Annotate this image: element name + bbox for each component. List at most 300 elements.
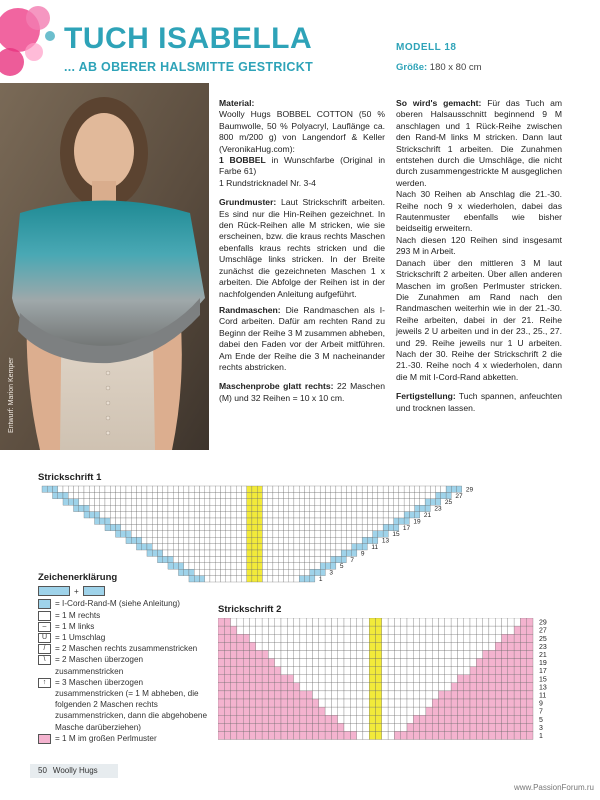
- chart2-cell: [306, 691, 312, 699]
- chart2-cell: [502, 634, 508, 642]
- chart1-cell: [205, 499, 210, 505]
- chart2-cell: [407, 731, 413, 739]
- chart1-cell: [299, 512, 304, 518]
- chart1-row-label: 15: [392, 531, 400, 539]
- chart1-cell: [147, 537, 152, 543]
- chart2-cell: [388, 626, 394, 634]
- chart1-cell: [352, 537, 357, 543]
- chart2-cell: [250, 707, 256, 715]
- chart2-cell: [527, 715, 533, 723]
- chart2-cell: [281, 626, 287, 634]
- chart1-cell: [268, 512, 273, 518]
- chart2-cell: [243, 675, 249, 683]
- chart2-cell: [275, 667, 281, 675]
- chart2-cell: [243, 659, 249, 667]
- fertig-text: Tuch spannen, anfeuchten und trocknen lassen.: [396, 391, 562, 413]
- chart1-cell: [142, 537, 147, 543]
- chart2-cell: [369, 699, 375, 707]
- chart2-cell: [382, 731, 388, 739]
- chart1-cell: [173, 556, 178, 562]
- chart2-cell: [281, 618, 287, 626]
- chart1-cell: [152, 512, 157, 518]
- chart1-cell: [257, 576, 262, 582]
- chart2-cell: [426, 675, 432, 683]
- chart2-cell: [413, 626, 419, 634]
- chart2-cell: [338, 650, 344, 658]
- chart1-cell: [226, 569, 231, 575]
- chart2-cell: [338, 659, 344, 667]
- chart2-cell: [350, 707, 356, 715]
- chart2-cell: [344, 723, 350, 731]
- chart1-cell: [404, 486, 409, 492]
- chart2-cell: [325, 642, 331, 650]
- chart2-cell: [445, 650, 451, 658]
- chart1-cell: [283, 505, 288, 511]
- chart2-cell: [268, 667, 274, 675]
- chart1-cell: [325, 537, 330, 543]
- chart1-cell: [299, 518, 304, 524]
- chart1-cell: [168, 486, 173, 492]
- chart2-cell: [306, 715, 312, 723]
- chart1-cell: [194, 518, 199, 524]
- chart1-cell: [231, 512, 236, 518]
- chart1-cell: [252, 550, 257, 556]
- chart2-cell: [287, 675, 293, 683]
- chart2-cell: [376, 707, 382, 715]
- chart1-cell: [310, 512, 315, 518]
- chart2-cell: [476, 731, 482, 739]
- chart2-cell: [237, 707, 243, 715]
- chart1-cell: [147, 499, 152, 505]
- chart2-cell: [483, 642, 489, 650]
- chart1-row-label: 13: [381, 537, 390, 545]
- chart2-cell: [457, 650, 463, 658]
- chart2-cell: [256, 642, 262, 650]
- chart1-cell: [205, 544, 210, 550]
- chart1-cell: [409, 512, 414, 518]
- chart2-cell: [300, 683, 306, 691]
- chart1-cell: [226, 492, 231, 498]
- chart2-cell: [470, 626, 476, 634]
- chart1-cell: [184, 550, 189, 556]
- chart2-cell: [401, 618, 407, 626]
- chart2-cell: [313, 707, 319, 715]
- chart1-cell: [362, 537, 367, 543]
- chart2-cell: [502, 723, 508, 731]
- chart1-cell: [262, 518, 267, 524]
- chart2-cell: [218, 618, 224, 626]
- chart1-cell: [257, 524, 262, 530]
- chart2-cell: [514, 659, 520, 667]
- chart1-cell: [273, 524, 278, 530]
- chart1-cell: [236, 492, 241, 498]
- chart2-cell: [514, 642, 520, 650]
- chart1-cell: [205, 512, 210, 518]
- chart1-cell: [205, 563, 210, 569]
- chart2-cell: [243, 731, 249, 739]
- chart2-cell: [502, 618, 508, 626]
- chart1-cell: [320, 537, 325, 543]
- chart2-cell: [350, 683, 356, 691]
- chart1-cell: [58, 486, 63, 492]
- chart1-cell: [226, 550, 231, 556]
- chart2-cell: [401, 642, 407, 650]
- chart2-cell: [256, 626, 262, 634]
- chart2-cell: [243, 699, 249, 707]
- chart1-cell: [310, 518, 315, 524]
- chart2-cell: [262, 723, 268, 731]
- chart1-cell: [346, 518, 351, 524]
- chart1-cell: [352, 486, 357, 492]
- chart2-cell: [470, 659, 476, 667]
- chart1-cell: [346, 492, 351, 498]
- chart2-cell: [520, 723, 526, 731]
- chart1-cell: [215, 563, 220, 569]
- chart2-cell: [376, 723, 382, 731]
- chart1-cell: [163, 492, 168, 498]
- legend-item: [38, 654, 213, 676]
- chart2-cell: [287, 634, 293, 642]
- chart2-cell: [224, 642, 230, 650]
- chart1-cell: [320, 524, 325, 530]
- chart2-cell: [268, 723, 274, 731]
- chart1-cell: [194, 537, 199, 543]
- chart1-cell: [331, 518, 336, 524]
- chart1-cell: [352, 544, 357, 550]
- chart2-cell: [268, 699, 274, 707]
- chart2-cell: [495, 675, 501, 683]
- chart1-cell: [346, 531, 351, 537]
- chart1-cell: [178, 499, 183, 505]
- chart2-cell: [331, 667, 337, 675]
- chart2-cell: [483, 675, 489, 683]
- chart2-cell: [382, 675, 388, 683]
- chart1-cell: [63, 499, 68, 505]
- chart1-cell: [131, 492, 136, 498]
- chart2-cell: [495, 659, 501, 667]
- chart2-cell: [527, 699, 533, 707]
- chart1-cell: [199, 492, 204, 498]
- chart1-cell: [304, 531, 309, 537]
- chart1-cell: [320, 556, 325, 562]
- chart2-cell: [319, 683, 325, 691]
- chart2-cell: [451, 618, 457, 626]
- chart1-cell: [142, 499, 147, 505]
- chart2-cell: [237, 667, 243, 675]
- chart1-cell: [147, 505, 152, 511]
- chart2-cell: [470, 642, 476, 650]
- chart2-cell: [432, 626, 438, 634]
- chart1-cell: [184, 505, 189, 511]
- chart2-cell: [350, 626, 356, 634]
- chart2-cell: [407, 715, 413, 723]
- chart1-cell: [110, 518, 115, 524]
- chart2-cell: [376, 691, 382, 699]
- chart1-cell: [262, 550, 267, 556]
- chart2-cell: [344, 731, 350, 739]
- chart1-cell: [157, 505, 162, 511]
- chart2-cell: [350, 650, 356, 658]
- chart2-cell: [527, 642, 533, 650]
- chart2-cell: [363, 618, 369, 626]
- chart2-cell: [294, 642, 300, 650]
- chart2-cell: [508, 731, 514, 739]
- chart1-cell: [189, 556, 194, 562]
- chart2-cell: [483, 731, 489, 739]
- chart2-cell: [306, 675, 312, 683]
- chart1-cell: [283, 537, 288, 543]
- chart1-cell: [247, 569, 252, 575]
- chart1-cell: [252, 576, 257, 582]
- chart1-cell: [226, 486, 231, 492]
- chart2-cell: [331, 626, 337, 634]
- chart2-cell: [357, 659, 363, 667]
- chart2-cell: [413, 634, 419, 642]
- chart1-row-label: 17: [402, 524, 411, 532]
- legend-title: Zeichenerklärung: [38, 572, 118, 583]
- chart1-cell: [231, 499, 236, 505]
- chart1-cell: [383, 518, 388, 524]
- chart1-cell: [178, 563, 183, 569]
- chart1-cell: [252, 537, 257, 543]
- chart2-cell: [401, 723, 407, 731]
- chart1-cell: [241, 544, 246, 550]
- chart1-cell: [399, 518, 404, 524]
- chart2-cell: [495, 642, 501, 650]
- chart2-cell: [470, 691, 476, 699]
- chart2-cell: [350, 715, 356, 723]
- chart2-cell: [268, 683, 274, 691]
- chart2-cell: [224, 731, 230, 739]
- chart1-cell: [178, 544, 183, 550]
- chart1-cell: [268, 550, 273, 556]
- chart2-cell: [527, 634, 533, 642]
- chart1-row-label: 23: [434, 505, 442, 513]
- chart2-cell: [231, 723, 237, 731]
- chart1-cell: [310, 569, 315, 575]
- chart1-cell: [189, 518, 194, 524]
- chart1-cell: [68, 486, 73, 492]
- chart1-cell: [294, 537, 299, 543]
- chart1-cell: [310, 556, 315, 562]
- chart2-cell: [224, 634, 230, 642]
- chart2-title: Strickschrift 2: [218, 604, 282, 615]
- chart1-cell: [399, 505, 404, 511]
- chart2-cell: [407, 723, 413, 731]
- chart2-cell: [483, 691, 489, 699]
- chart1-cell: [310, 486, 315, 492]
- chart1-cell: [273, 556, 278, 562]
- chart1-cell: [79, 486, 84, 492]
- chart2-cell: [401, 650, 407, 658]
- chart1-cell: [268, 499, 273, 505]
- chart1-cell: [210, 524, 215, 530]
- chart1-cell: [294, 556, 299, 562]
- chart1-cell: [52, 486, 57, 492]
- chart2-cell: [413, 715, 419, 723]
- chart1-cell: [163, 537, 168, 543]
- chart1-cell: [451, 486, 456, 492]
- chart1-cell: [220, 569, 225, 575]
- chart2-cell: [420, 659, 426, 667]
- chart1-cell: [357, 492, 362, 498]
- chart2-cell: [394, 731, 400, 739]
- chart2-cell: [262, 634, 268, 642]
- chart2-cell: [268, 659, 274, 667]
- chart1-cell: [273, 563, 278, 569]
- chart1-cell: [220, 563, 225, 569]
- chart2-cell: [489, 626, 495, 634]
- chart1-cell: [289, 512, 294, 518]
- chart2-cell: [420, 699, 426, 707]
- chart1-cell: [315, 569, 320, 575]
- chart1-cell: [252, 505, 257, 511]
- chart2-cell: [275, 715, 281, 723]
- chart1-cell: [346, 512, 351, 518]
- chart2-cell: [489, 707, 495, 715]
- chart1-cell: [210, 544, 215, 550]
- chart1-cell: [236, 537, 241, 543]
- chart1-cell: [404, 505, 409, 511]
- chart2-cell: [432, 675, 438, 683]
- chart1-cell: [273, 537, 278, 543]
- chart2-cell: [287, 650, 293, 658]
- chart2-cell: [268, 626, 274, 634]
- chart2-cell: [388, 634, 394, 642]
- chart1-cell: [415, 486, 420, 492]
- chart1-cell: [236, 556, 241, 562]
- chart1-cell: [294, 563, 299, 569]
- chart1-cell: [63, 486, 68, 492]
- chart2-cell: [250, 667, 256, 675]
- chart1-cell: [304, 518, 309, 524]
- knitting-chart-2: [218, 618, 578, 748]
- chart1-cell: [315, 505, 320, 511]
- chart1-cell: [226, 556, 231, 562]
- chart2-cell: [287, 667, 293, 675]
- chart1-cell: [331, 524, 336, 530]
- chart1-cell: [136, 505, 141, 511]
- chart2-cell: [495, 626, 501, 634]
- chart2-cell: [313, 634, 319, 642]
- chart1-row-label: 5: [339, 563, 344, 571]
- chart1-cell: [383, 499, 388, 505]
- chart1-cell: [210, 486, 215, 492]
- chart1-cell: [194, 531, 199, 537]
- chart1-cell: [52, 492, 57, 498]
- chart1-cell: [331, 544, 336, 550]
- chart1-cell: [320, 569, 325, 575]
- chart1-cell: [357, 518, 362, 524]
- chart2-cell: [218, 659, 224, 667]
- chart1-cell: [94, 499, 99, 505]
- chart2-cell: [382, 618, 388, 626]
- chart1-cell: [147, 544, 152, 550]
- chart2-cell: [350, 691, 356, 699]
- chart1-cell: [399, 492, 404, 498]
- chart2-cell: [476, 642, 482, 650]
- chart2-cell: [401, 707, 407, 715]
- chart2-cell: [420, 731, 426, 739]
- chart2-cell: [388, 707, 394, 715]
- chart1-cell: [173, 563, 178, 569]
- chart2-cell: [231, 634, 237, 642]
- chart2-cell: [432, 650, 438, 658]
- chart2-cell: [388, 642, 394, 650]
- chart1-cell: [105, 499, 110, 505]
- chart1-cell: [178, 512, 183, 518]
- chart2-cell: [388, 667, 394, 675]
- chart2-cell: [382, 659, 388, 667]
- chart1-cell: [289, 492, 294, 498]
- chart1-cell: [199, 518, 204, 524]
- chart2-cell: [520, 683, 526, 691]
- legend-symbol-icon: U: [38, 633, 51, 643]
- chart1-cell: [205, 486, 210, 492]
- chart1-cell: [115, 524, 120, 530]
- chart1-row-label: 25: [444, 499, 453, 507]
- chart1-cell: [436, 499, 441, 505]
- chart1-cell: [236, 518, 241, 524]
- chart2-cell: [426, 667, 432, 675]
- watermark: www.PassionForum.ru: [513, 783, 594, 792]
- chart2-cell: [502, 731, 508, 739]
- chart2-cell: [243, 626, 249, 634]
- chart2-row-label: 1: [539, 733, 543, 740]
- chart1-cell: [325, 505, 330, 511]
- chart2-cell: [457, 675, 463, 683]
- chart2-cell: [451, 675, 457, 683]
- chart1-cell: [420, 505, 425, 511]
- chart2-cell: [520, 691, 526, 699]
- chart2-cell: [281, 715, 287, 723]
- chart1-cell: [257, 531, 262, 537]
- chart1-cell: [299, 576, 304, 582]
- chart2-cell: [313, 683, 319, 691]
- chart1-cell: [341, 492, 346, 498]
- chart1-cell: [241, 512, 246, 518]
- chart1-cell: [294, 505, 299, 511]
- chart1-cell: [157, 486, 162, 492]
- chart1-cell: [383, 531, 388, 537]
- chart2-cell: [250, 618, 256, 626]
- chart1-cell: [115, 499, 120, 505]
- chart1-cell: [184, 544, 189, 550]
- chart1-cell: [220, 556, 225, 562]
- chart1-cell: [79, 505, 84, 511]
- chart1-cell: [394, 492, 399, 498]
- material-text: Woolly Hugs BOBBEL COTTON (50 % Baumwolle, 50 % Polyacryl, Lauflänge ca. 800 m/200 g) von Langendorf & Keller (VeronikaHug.com):: [219, 109, 385, 154]
- chart1-cell: [226, 544, 231, 550]
- chart2-cell: [394, 683, 400, 691]
- chart2-cell: [250, 699, 256, 707]
- chart2-cell: [457, 618, 463, 626]
- chart1-cell: [184, 512, 189, 518]
- chart2-cell: [243, 618, 249, 626]
- chart2-cell: [413, 618, 419, 626]
- chart1-cell: [273, 550, 278, 556]
- chart1-cell: [210, 537, 215, 543]
- chart1-cell: [89, 512, 94, 518]
- chart1-cell: [168, 556, 173, 562]
- chart1-cell: [262, 492, 267, 498]
- chart2-cell: [426, 699, 432, 707]
- chart1-cell: [215, 531, 220, 537]
- chart1-cell: [367, 492, 372, 498]
- chart1-cell: [341, 499, 346, 505]
- chart2-cell: [231, 699, 237, 707]
- chart1-cell: [278, 486, 283, 492]
